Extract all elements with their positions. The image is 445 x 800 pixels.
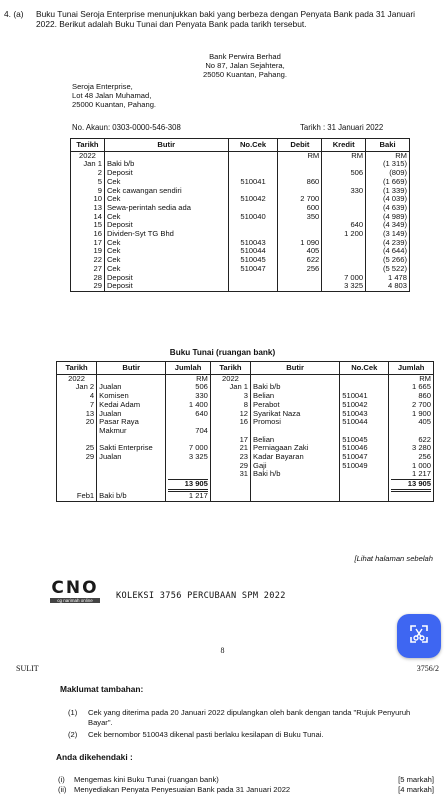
statement-cell: 510042 bbox=[228, 195, 278, 204]
statement-unit: RM bbox=[366, 151, 410, 160]
cashbook-cell: Belian bbox=[251, 436, 340, 445]
statement-cell: 27 bbox=[71, 265, 105, 274]
paper-code: 3756/2 bbox=[416, 664, 439, 673]
cashbook-final-row bbox=[57, 492, 434, 501]
cashbook-cell: 1 900 bbox=[389, 410, 434, 419]
cashbook-cell: 20 bbox=[57, 418, 97, 435]
bank-header bbox=[180, 52, 310, 79]
cashbook-header: Butir bbox=[97, 362, 166, 375]
statement-cell: 2 bbox=[71, 169, 105, 178]
cashbook-cell: Baki h/b bbox=[251, 470, 340, 479]
statement-cell: 7 000 bbox=[322, 274, 366, 283]
statement-cell: 15 bbox=[71, 221, 105, 230]
statement-cell: 330 bbox=[322, 187, 366, 196]
cashbook-cell: Kadar Bayaran bbox=[251, 453, 340, 462]
bank-name: Bank Perwira Berhad bbox=[209, 52, 281, 61]
statement-cell bbox=[228, 221, 278, 230]
statement-header: Tarikh bbox=[71, 139, 105, 152]
cashbook-title: Buku Tunai (ruangan bank) bbox=[169, 348, 276, 357]
cashbook-cell: 31 bbox=[210, 470, 250, 479]
cashbook-header: Jumlah bbox=[166, 362, 211, 375]
cashbook-cell bbox=[340, 479, 389, 492]
statement-cell: (4 349) bbox=[366, 221, 410, 230]
cashbook-cell: 860 bbox=[389, 392, 434, 401]
statement-cell: 29 bbox=[71, 282, 105, 291]
statement-cell bbox=[278, 282, 322, 291]
logo-text: CNO bbox=[51, 578, 99, 598]
cashbook-cell: 510049 bbox=[340, 462, 389, 471]
cashbook-cell bbox=[389, 492, 434, 501]
cashbook-cell: 510042 bbox=[340, 401, 389, 410]
statement-cell: 510047 bbox=[228, 265, 278, 274]
statement-header: No.Cek bbox=[228, 139, 278, 152]
statement-cell: 16 bbox=[71, 230, 105, 239]
statement-cell: Cek bbox=[104, 178, 228, 187]
statement-header: Butir bbox=[104, 139, 228, 152]
statement-cell: (809) bbox=[366, 169, 410, 178]
statement-cell: Cek bbox=[104, 247, 228, 256]
cashbook-cell: Feb1 bbox=[57, 492, 97, 501]
statement-cell bbox=[278, 274, 322, 283]
cashbook-cell: 510044 bbox=[340, 418, 389, 435]
cashbook-unit: RM bbox=[389, 374, 434, 383]
cashbook-total-value: 13 905 bbox=[391, 479, 431, 492]
statement-cell: 350 bbox=[278, 213, 322, 222]
statement-cell: 3 325 bbox=[322, 282, 366, 291]
cashbook-cell: 510043 bbox=[340, 410, 389, 419]
cashbook-cell: 1 217 bbox=[389, 470, 434, 479]
statement-cell: Cek bbox=[104, 256, 228, 265]
cashbook-cell: 1 665 bbox=[389, 383, 434, 392]
statement-cell bbox=[228, 282, 278, 291]
cashbook-cell bbox=[340, 470, 389, 479]
statement-cell: 19 bbox=[71, 247, 105, 256]
statement-cell: 5 bbox=[71, 178, 105, 187]
cashbook-cell: 7 bbox=[57, 401, 97, 410]
cashbook-cell: 510046 bbox=[340, 444, 389, 453]
bank-statement-table bbox=[70, 138, 410, 292]
statement-cell: 506 bbox=[322, 169, 366, 178]
cashbook-cell: 7 000 bbox=[166, 444, 211, 453]
additional-info-item-1: (1) Cek yang diterima pada 20 Januari 2022 dipulangkan oleh bank dengan tanda "Rujuk Penyuruh Bayar". bbox=[68, 708, 411, 727]
cashbook-cell: 12 bbox=[210, 410, 250, 419]
cashbook-cell: 21 bbox=[210, 444, 250, 453]
cashbook-cell: Baki b/b bbox=[251, 383, 340, 392]
cashbook-table bbox=[56, 361, 434, 502]
statement-cell: Deposit bbox=[104, 274, 228, 283]
continue-note: [Lihat halaman sebelah bbox=[354, 554, 433, 563]
statement-cell: 28 bbox=[71, 274, 105, 283]
statement-cell: 1 478 bbox=[366, 274, 410, 283]
cashbook-cell: 256 bbox=[389, 453, 434, 462]
cashbook-cell bbox=[57, 479, 97, 492]
statement-cell: 860 bbox=[278, 178, 322, 187]
cashbook-cell: Promosi bbox=[251, 418, 340, 435]
cashbook-cell: 1 000 bbox=[389, 462, 434, 471]
question-number: 4. (a) bbox=[4, 9, 24, 19]
cashbook-cell: 330 bbox=[166, 392, 211, 401]
statement-cell: (4 989) bbox=[366, 213, 410, 222]
statement-date: Tarikh : 31 Januari 2022 bbox=[300, 123, 384, 132]
cashbook-cell: 8 bbox=[210, 401, 250, 410]
cashbook-cell: 510041 bbox=[340, 392, 389, 401]
cashbook-cell: Jualan bbox=[97, 383, 166, 392]
statement-cell: Baki b/b bbox=[104, 160, 228, 169]
cashbook-row bbox=[57, 470, 434, 479]
statement-cell: 510044 bbox=[228, 247, 278, 256]
statement-cell: Deposit bbox=[104, 169, 228, 178]
question-intro bbox=[4, 9, 436, 29]
cashbook-cell: Perabot bbox=[251, 401, 340, 410]
cashbook-header: Butir bbox=[251, 362, 340, 375]
cashbook-cell bbox=[166, 470, 211, 479]
statement-row bbox=[71, 282, 410, 291]
question-text: Buku Tunai Seroja Enterprise menunjukkan baki yang berbeza dengan Penyata Bank pada 31 Januari 2022. Berikut adalah Buku Tunai dan Penyata Bank pada tarikh tersebut. bbox=[36, 9, 415, 29]
cashbook-cell: 506 bbox=[166, 383, 211, 392]
cashbook-cell: Jan 2 bbox=[57, 383, 97, 392]
statement-cell: Cek bbox=[104, 195, 228, 204]
cashbook-cell: Kedai Adam bbox=[97, 401, 166, 410]
footer-sulit: SULIT bbox=[16, 664, 39, 673]
statement-cell: Cek cawangan sendiri bbox=[104, 187, 228, 196]
cashbook-cell: 1 400 bbox=[166, 401, 211, 410]
cashbook-total bbox=[166, 479, 211, 492]
statement-cell bbox=[322, 247, 366, 256]
cashbook-cell: 4 bbox=[57, 392, 97, 401]
customer-address bbox=[72, 82, 156, 109]
cashbook-cell bbox=[340, 492, 389, 501]
statement-cell: 640 bbox=[322, 221, 366, 230]
cashbook-cell bbox=[97, 479, 166, 492]
cashbook-cell: 510047 bbox=[340, 453, 389, 462]
cashbook-header: Tarikh bbox=[210, 362, 250, 375]
statement-cell: (1 669) bbox=[366, 178, 410, 187]
statement-cell bbox=[322, 204, 366, 213]
customer-address-line1: Lot 48 Jalan Muhamad, bbox=[72, 91, 152, 100]
statement-cell bbox=[228, 274, 278, 283]
cashbook-header: Tarikh bbox=[57, 362, 97, 375]
statement-cell: 17 bbox=[71, 239, 105, 248]
bank-address-line2: 25050 Kuantan, Pahang. bbox=[202, 70, 288, 79]
cashbook-cell bbox=[97, 462, 166, 471]
statement-cell: (1 315) bbox=[366, 160, 410, 169]
cashbook-cell: 1 217 bbox=[166, 492, 211, 501]
statement-cell: Sewa-perintah sedia ada bbox=[104, 204, 228, 213]
cashbook-cell: Komisen bbox=[97, 392, 166, 401]
statement-cell bbox=[278, 160, 322, 169]
cashbook-cell bbox=[166, 462, 211, 471]
statement-cell: (4 639) bbox=[366, 204, 410, 213]
statement-cell bbox=[228, 160, 278, 169]
statement-cell: (4 644) bbox=[366, 247, 410, 256]
cashbook-cell: 405 bbox=[389, 418, 434, 435]
statement-cell: 510040 bbox=[228, 213, 278, 222]
statement-cell: Cek bbox=[104, 213, 228, 222]
exam-page: 4. (a) Buku Tunai Seroja Enterprise menunjukkan baki yang berbeza dengan Penyata Bank pada 31 Januari 2022. Berikut adalah Buku Tunai dan Penyata Bank pada tarikh tersebut. Bank Perwira Berhad No 87, Jalan Sejahtera, 25050 Kuantan, Pahang. Seroja Enterprise, Lot 48 Jalan Muhamad, 25000 Kuantan, Pahang. No. Akaun: 0303-0000-546-308 Tarikh : 31 Januari 2022 Tarikh Butir No.Cek Debit Kredit Baki 2022 RM RM RM Jan 1 Baki b/b (1 315) 2 Deposit 506 (809) 5 Cek 510041 860 (1 669) 9 Cek cawangan sendiri 330 (1 339) 10 Cek 510042 2 700 (4 039) 13 Sewa-perintah sedia ada 600 (4 639) 14 Cek 510040 350 (4 989) 15 Deposit 640 (4 349) 16 Dividen-Syt TG Bhd 1 200 (3 149) 17 Cek 510043 1 090 (4 239) 19 Cek 510044 405 (4 644) 22 Cek 510045 622 (5 266) 27 Cek 510047 256 (5 522) 28 Deposit 7 000 1 478 29 Deposit 3 325 4 803 Buku Tunai (ruangan bank) Tarikh Butir Jumlah Tarikh Butir No.Cek Jumlah 2022 RM 2022 RM Jan 2 Jualan 506 Jan 1 Baki b/b 1 665 4 Komisen 330 3 Belian 510041 860 7 Kedai Adam 1 400 8 Perabot 510042 2 700 13 Jualan 640 12 Syarikat Naza 510043 1 900 20 Pasar Raya Makmur 704 16 Promosi 510044 405 17 Belian 510045 622 25 Sakti Enterprise 7 000 21 Perniagaan Zaki 510046 3 280 29 Jualan 3 325 23 Kadar Bayaran 510047 256 29 Gaji 510049 1 000 31 Baki h/b 1 217 13 905 13 905 Feb1 Baki b/b 1 217 [Lihat halaman sebelah CNO cg narimah online KOLEKSI 3756 PERCUBAAN SPM 2022 8 SULIT 3756/2 Maklumat tambahan: (1) Cek yang diterima pada 20 Januari 2022 dipulangkan oleh bank dengan tanda "Rujuk Penyuruh Bayar". (2) Cek bernombor 510043 dikenal pasti berlaku kesilapan di Buku Tunai. Anda dikehendaki : (i) Mengemas kini Buku Tunai (ruangan bank) [5 markah] (ii) Menyediakan Penyata Penyesuaian Bank pada 31 Januari 2022 [4 markah] bbox=[0, 0, 445, 800]
cno-logo bbox=[44, 578, 106, 608]
statement-unit: RM bbox=[322, 151, 366, 160]
bank-address-line1: No 87, Jalan Sejahtera, bbox=[205, 61, 285, 70]
additional-info-title: Maklumat tambahan: bbox=[60, 684, 144, 694]
statement-cell: 256 bbox=[278, 265, 322, 274]
statement-cell bbox=[322, 239, 366, 248]
requirements-title: Anda dikehendaki : bbox=[56, 752, 133, 762]
statement-cell: 510041 bbox=[228, 178, 278, 187]
logo-subtext: cg narimah online bbox=[50, 598, 100, 603]
statement-cell bbox=[278, 221, 322, 230]
statement-cell: 14 bbox=[71, 213, 105, 222]
cashbook-cell bbox=[251, 492, 340, 501]
cashbook-cell: Gaji bbox=[251, 462, 340, 471]
cashbook-row bbox=[57, 418, 434, 435]
cashbook-cell: 3 325 bbox=[166, 453, 211, 462]
additional-info-item-2: (2) Cek bernombor 510043 dikenal pasti berlaku kesilapan di Buku Tunai. bbox=[68, 730, 324, 739]
cashbook-cell bbox=[57, 462, 97, 471]
statement-cell: 10 bbox=[71, 195, 105, 204]
cashbook-cell: 622 bbox=[389, 436, 434, 445]
cashbook-cell: Jualan bbox=[97, 410, 166, 419]
cashbook-cell bbox=[210, 492, 250, 501]
cashbook-cell: Jan 1 bbox=[210, 383, 250, 392]
cashbook-cell bbox=[251, 479, 340, 492]
statement-cell: 22 bbox=[71, 256, 105, 265]
statement-header: Kredit bbox=[322, 139, 366, 152]
cashbook-cell: 704 bbox=[166, 418, 211, 435]
cashbook-total-row bbox=[57, 479, 434, 492]
cashbook-cell: 16 bbox=[210, 418, 250, 435]
customer-address-line2: 25000 Kuantan, Pahang. bbox=[72, 100, 157, 109]
cashbook-unit: 2022 bbox=[210, 374, 250, 383]
cashbook-cell: 17 bbox=[210, 436, 250, 445]
cashbook-cell: 25 bbox=[57, 444, 97, 453]
statement-cell bbox=[322, 195, 366, 204]
cashbook-cell: 13 bbox=[57, 410, 97, 419]
cashbook-cell: Belian bbox=[251, 392, 340, 401]
cashbook-cell bbox=[97, 470, 166, 479]
cashbook-cell: Syarikat Naza bbox=[251, 410, 340, 419]
statement-cell: 1 200 bbox=[322, 230, 366, 239]
statement-cell: 510045 bbox=[228, 256, 278, 265]
page-number: 8 bbox=[220, 646, 225, 655]
statement-cell: 1 090 bbox=[278, 239, 322, 248]
statement-cell: Deposit bbox=[104, 221, 228, 230]
cashbook-header: Jumlah bbox=[389, 362, 434, 375]
cashbook-cell: Sakti Enterprise bbox=[97, 444, 166, 453]
statement-cell: 622 bbox=[278, 256, 322, 265]
cashbook-cell: 640 bbox=[166, 410, 211, 419]
cashbook-unit: 2022 bbox=[57, 374, 97, 383]
statement-unit: RM bbox=[278, 151, 322, 160]
cashbook-cell: Baki b/b bbox=[97, 492, 166, 501]
cashbook-cell: 29 bbox=[210, 462, 250, 471]
cashbook-cell: 23 bbox=[210, 453, 250, 462]
statement-unit: 2022 bbox=[71, 151, 105, 160]
customer-name: Seroja Enterprise, bbox=[72, 82, 133, 91]
statement-cell: Dividen-Syt TG Bhd bbox=[104, 230, 228, 239]
statement-cell: Cek bbox=[104, 265, 228, 274]
statement-cell: 13 bbox=[71, 204, 105, 213]
account-number: No. Akaun: 0303-0000-546-308 bbox=[72, 123, 181, 132]
statement-cell bbox=[322, 256, 366, 265]
cashbook-total bbox=[389, 479, 434, 492]
statement-cell: (5 266) bbox=[366, 256, 410, 265]
statement-cell: (5 522) bbox=[366, 265, 410, 274]
cashbook-cell bbox=[57, 470, 97, 479]
statement-cell: 2 700 bbox=[278, 195, 322, 204]
cashbook-cell bbox=[210, 479, 250, 492]
cashbook-cell: 3 280 bbox=[389, 444, 434, 453]
statement-cell: 600 bbox=[278, 204, 322, 213]
cashbook-cell: Jualan bbox=[97, 453, 166, 462]
statement-cell: 405 bbox=[278, 247, 322, 256]
cashbook-unit bbox=[340, 374, 389, 383]
cashbook-header: No.Cek bbox=[340, 362, 389, 375]
statement-cell: 510043 bbox=[228, 239, 278, 248]
statement-cell: Deposit bbox=[104, 282, 228, 291]
statement-cell: 9 bbox=[71, 187, 105, 196]
statement-cell: (1 339) bbox=[366, 187, 410, 196]
cashbook-cell: 2 700 bbox=[389, 401, 434, 410]
cashbook-cell: 29 bbox=[57, 453, 97, 462]
cashbook-cell: 510045 bbox=[340, 436, 389, 445]
statement-cell: Jan 1 bbox=[71, 160, 105, 169]
statement-header: Baki bbox=[366, 139, 410, 152]
statement-cell: (3 149) bbox=[366, 230, 410, 239]
cashbook-cell: 3 bbox=[210, 392, 250, 401]
statement-cell: Cek bbox=[104, 239, 228, 248]
cashbook-cell: Perniagaan Zaki bbox=[251, 444, 340, 453]
cashbook-unit: RM bbox=[166, 374, 211, 383]
collection-label: KOLEKSI 3756 PERCUBAAN SPM 2022 bbox=[116, 591, 286, 601]
statement-unit bbox=[228, 151, 278, 160]
cashbook-cell: Pasar Raya Makmur bbox=[97, 418, 166, 435]
cashbook-total-value: 13 905 bbox=[168, 479, 208, 492]
statement-cell: (4 039) bbox=[366, 195, 410, 204]
statement-header: Debit bbox=[278, 139, 322, 152]
statement-cell: 4 803 bbox=[366, 282, 410, 291]
statement-cell: (4 239) bbox=[366, 239, 410, 248]
